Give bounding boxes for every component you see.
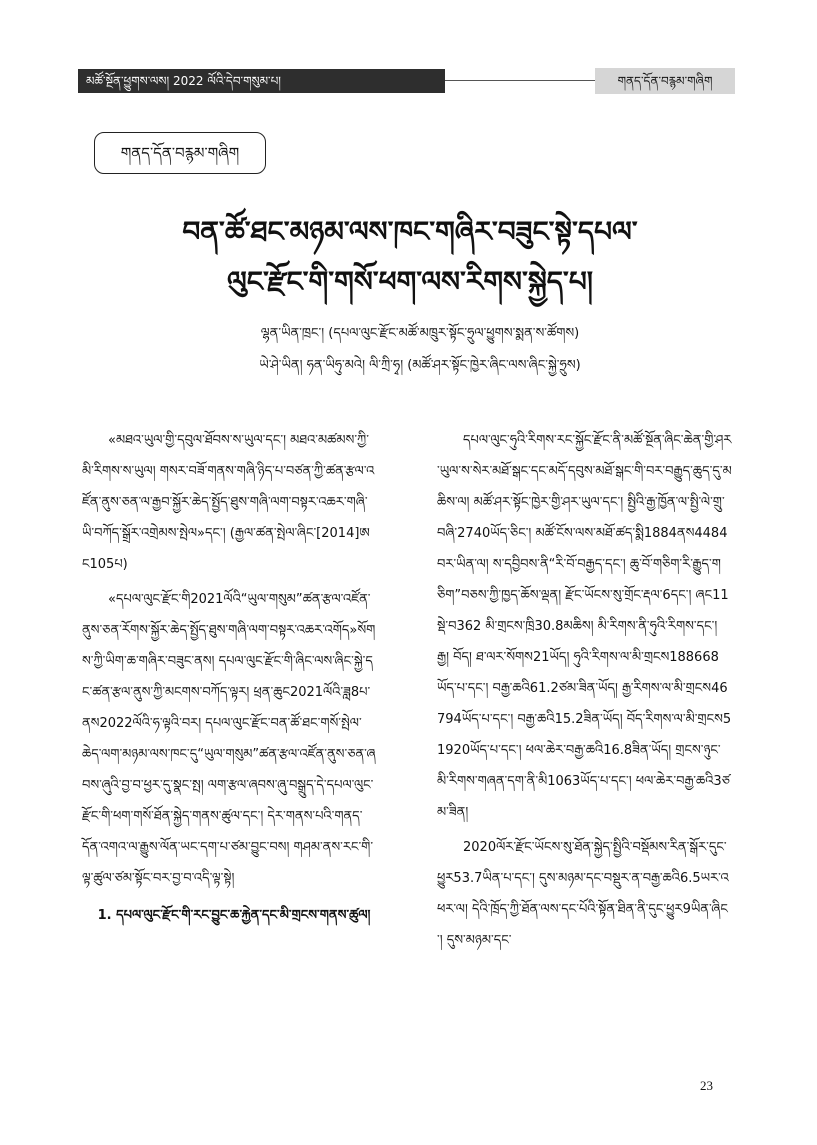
paragraph: «དཔལ་ལུང་རྫོང་གི2021ལོའི“ཡུལ་གསུམ”ཚན་རྩལ་འཛོན་ནུས་ཅན་རོགས་སྐྱོར་ཆེད་སྤྱོད་ཐུས་གཞི་ལག་བསྟར་འཆར་འགོད»སོགས་ཀྱི་ཡིག་ཆ་གཞིར་བཟུང་ནས། དཔལ་ལུང་རྫོང་གི་ཞིང་ལས་ཞིང་སྐྱེ་དང་ཚན་རྩལ་ནུས་ཀྱི་མངགས་བཀོད་ལྟར། ཕྲན་ཆུང2021ལོའི་ཟླ8པ་ནས2022ལོའི་ཧ་ལྟའི་བར། དཔལ་ལུང་རྫོང་བན་ཚོ་ཐང་གསོ་སྤེལ་ཆེད་ལག་མཉམ་ལས་ཁང་དུ“ཡུལ་གསུམ”ཚན་རྩལ་འཛོན་ནུས་ཅན་ཞབས་ཞུའི་བྱ་བ་ཕྱར་དུ་སྣང་སྤ། ལག་རྩལ་ཞབས་ཞུ་བསྒྲུད་དེ་དཔལ་ལུང་རྫོང་གི་ཕག་གསོ་ཐོན་སྐྱེད་གནས་ཚུལ་དང་། དེར་གནས་པའི་གནད་དོན་འགའ་ལ་རྒྱུས་ལོན་ཡང་དག་པ་ཙམ་བྱུང་བས། གཤམ་ནས་རང་གི་ལྟ་ཚུལ་ཙམ་སྟོང་བར་བྱ་བ་འདི་ལྟ་སྟེ། bbox=[82, 592, 376, 886]
subsection-heading: 1. དཔལ་ལུང་རྫོང་གི་རང་བྱུང་ཆ་རྐྱེན་དང་མི་གྲངས་གནས་ཚུལ། bbox=[97, 908, 371, 923]
paragraph: 2020ལོར་རྫོང་ཡོངས་སུ་ཐོན་སྐྱེད་སྤྱིའི་བསྡོམས་རིན་སྒོར་དུང་ཕྱུར53.7ཡིན་པ་དང་། དུས་མཉམ་དང་བསྡུར་ན་བརྒྱ་ཆའི6.5ཡར་འཕར་ལ། དེའི་ཁྲོད་ཀྱི་ཐོན་ལས་དང་པོའི་སྟོན་ཐིན་ནི་དུང་ཕྱུར9ཡིན་ཞིང་། དུས་མཉམ་དང་ bbox=[437, 840, 729, 948]
left-column bbox=[82, 425, 377, 935]
journal-name: མཚོ་སྔོན་ཕྱུགས་ལས། bbox=[86, 74, 170, 88]
article-title-line1: བན་ཚོ་ཐང་མཉམ་ལས་ཁང་གཞིར་བཟུང་སྟེ་དཔལ་ bbox=[182, 215, 638, 248]
page-number: 23 bbox=[700, 1078, 713, 1093]
section-header: གནད་དོན་བརྙམ་གཞིག bbox=[595, 68, 735, 94]
author-line1: ལྷན་ཡིན་ཁྲང་། (དཔལ་ལུང་རྫོང་མཚོ་མཁྲུར་སྟོང་ཧྲུལ་ཕྱུགས་སྨན་ས་ཚོགས) bbox=[260, 326, 580, 341]
journal-header bbox=[78, 69, 445, 93]
paragraph: «མཐའ་ཡུལ་གྱི་དབུལ་ཐོབས་ས་ཡུལ་དང་། མཐའ་མཚམས་ཀྱི་མི་རིགས་ས་ཡུལ། གསར་བཟོ་གནས་གཞི་ཉིད་པ་བཙན་ཀྱི་ཚན་རྩལ་འཛོན་ནུས་ཅན་ལ་རྒྱབ་སྐྱོར་ཆེད་སྤྱོད་ཐུས་གཞི་ལག་བསྟར་འཆར་གཞི་ཡི་བཀོད་སྒྲོར་འགྲེམས་སྤེལ»དང་། (རྒྱལ་ཚན་སྤེལ་ཞིང་[2014]ཨང105པ) bbox=[82, 433, 375, 572]
section-label: གནད་དོན་བརྙམ་གཞིག bbox=[94, 132, 266, 174]
author-line2: ཡེ་ཤེ་ཡིན། ཧན་ཡིཧུ་མའེ། ལི་ཀྲི་ཧྭ། (མཚོ་ཤར་སྟོང་ཁྱེར་ཞིང་ལས་ཞིང་སྐྱེ་ཧྲུས) bbox=[259, 358, 581, 373]
right-column bbox=[437, 425, 732, 960]
journal-issue: ལོའི་དེབ་གསུམ་པ། bbox=[207, 74, 281, 88]
article-title-line2: ལུང་རྫོང་གི་གསོ་ཕག་ལས་རིགས་སྐྱེད་པ། bbox=[227, 265, 593, 298]
journal-year: 2022 bbox=[172, 74, 204, 88]
paragraph: དཔལ་ལུང་ཧུའི་རིགས་རང་སྐྱོང་རྫོང་ནི་མཚོ་སྔོན་ཞིང་ཆེན་གྱི་ཤར་ཡུལ་ས་སེར་མཐོ་སྒང་དང་མདོ་དབུས་མཐོ་སྒང་གི་བར་བརྒྱུད་ཆུད་དུ་མཆིས་ལ། མཚོ་ཤར་སྟོང་ཁྱེར་གྱི་ཤར་ཡུལ་དང་། སྤྱིའི་རྒྱ་ཁྱོན་ལ་སྤྱི་ལེ་གྲུ་བཞི་2740ཡོད་ཅིང་། མཚོ་ངོས་ལས་མཐོ་ཚད་སྨི1884ནས4484བར་ཡིན་ལ། ས་དབྱིབས་ནི“རི་བོ་བརྒྱད་དང་། ཆུ་བོ་གཅིག་རི་རྒྱུད་གཅིག”བཅས་ཀྱི་ཁྱད་ཆོས་ལྡན། རྫོང་ཡོངས་སུ་གྲོང་རྡལ་6དང་། ཞང11 སྡེ་བ362 མི་གྲངས་ཁྲི30.8མཆིས། མི་རིགས་ནི་ཧུའི་རིགས་དང་། རྒྱ། བོད། ཐ་ལར་སོགས21ཡོད། ཧུའི་རིགས་ལ་མི་གྲངས188668ཡོད་པ་དང་། བརྒྱ་ཆའི61.2ཙམ་ཟིན་ཡོད། རྒྱ་རིགས་ལ་མི་གྲངས46794ཡོད་པ་དང་། བརྒྱ་ཆའི15.2ཟིན་ཡོད། བོད་རིགས་ལ་མི་གྲངས51920ཡོད་པ་དང་། ཕལ་ཆེར་བརྒྱ་ཆའི16.8ཟིན་ཡོད། གྲངས་ཉུང་མི་རིགས་གཞན་དག་ནི་མི1063ཡོད་པ་དང་། ཕལ་ཆེར་བརྒྱ་ཆའི3ཙམ་ཟིན། bbox=[437, 433, 732, 820]
header-divider bbox=[445, 80, 595, 81]
